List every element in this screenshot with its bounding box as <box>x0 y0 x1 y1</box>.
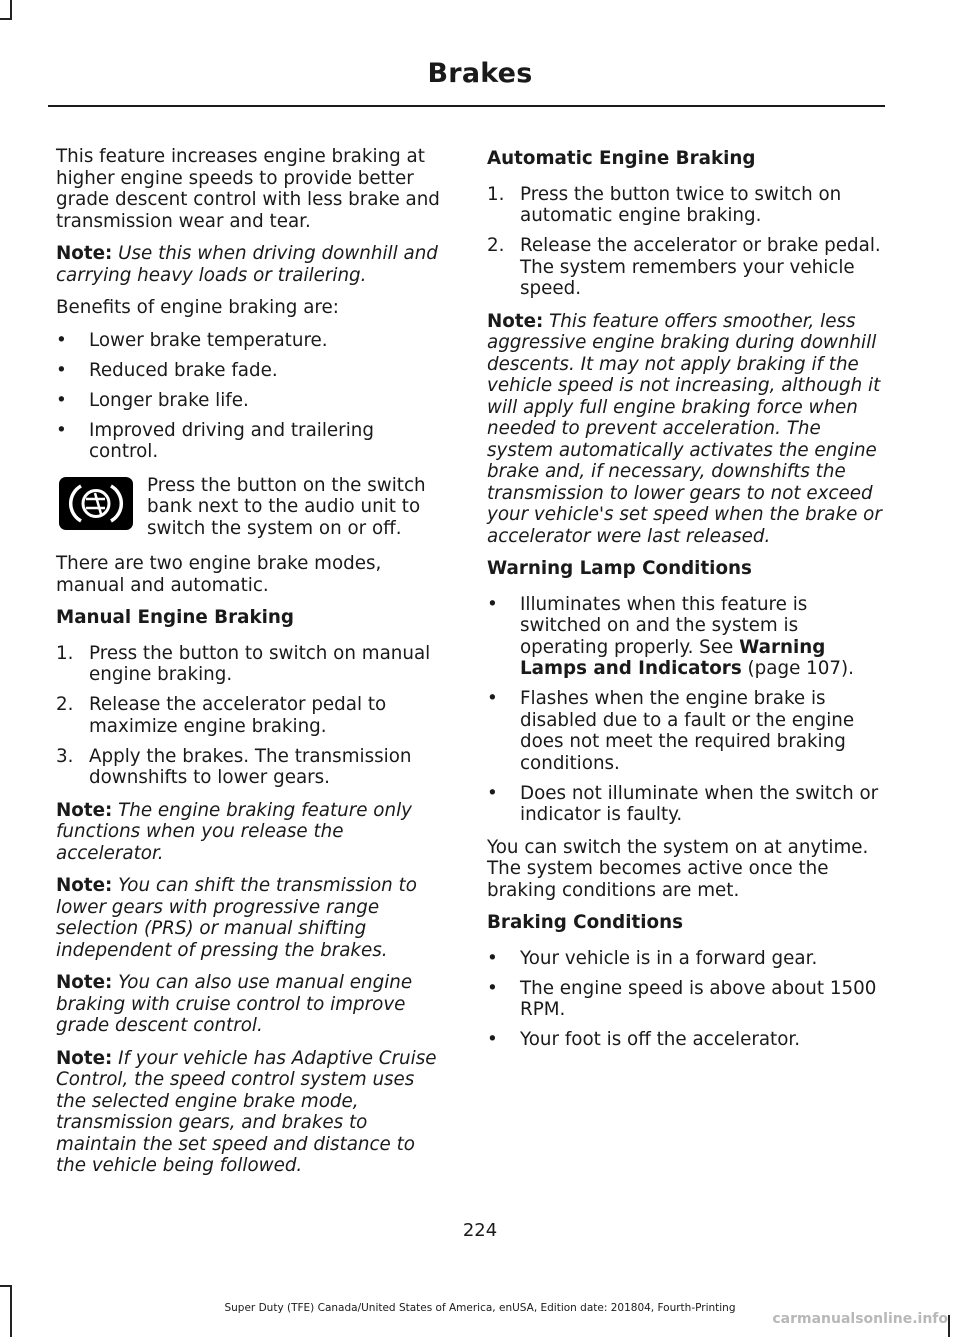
bullet-marker: • <box>487 947 498 969</box>
bullet-marker: • <box>487 688 498 709</box>
warning-heading: Warning Lamp Conditions <box>487 558 752 579</box>
crop-mark <box>0 18 12 20</box>
conditions-list <box>487 948 883 1051</box>
left-column <box>56 146 448 1188</box>
list-item <box>487 783 883 826</box>
step-number: 1. <box>487 183 505 205</box>
list-item <box>56 330 448 352</box>
bullet-marker: • <box>56 419 67 441</box>
engine-brake-icon <box>59 477 133 530</box>
note-text: You can shift the transmission to lower gears with progressive range selection (PRS) or manual shifting independent of pressing the brakes. <box>56 875 417 961</box>
modes-paragraph: There are two engine brake modes, manual and automatic. <box>56 553 382 596</box>
list-item <box>56 390 448 412</box>
list-item-text: Longer brake life. <box>89 389 249 411</box>
step-text: Release the accelerator or brake pedal. The system remembers your vehicle speed. <box>520 235 881 299</box>
manual-heading: Manual Engine Braking <box>56 607 294 628</box>
list-item-text: Does not illuminate when the switch or indicator is faulty. <box>520 782 879 825</box>
page-number: 224 <box>462 1220 498 1241</box>
note-text: If your vehicle has Adaptive Cruise Control, the speed control system uses the selected engine brake mode, transmission gears, and brakes to maintain the set speed and distance to the vehicle being followed. <box>56 1047 437 1176</box>
list-item-text: Improved driving and trailering control. <box>89 419 374 462</box>
note-label: Note: <box>56 243 113 264</box>
page-reference: (page 107). <box>747 658 854 679</box>
list-item-text: Your vehicle is in a forward gear. <box>520 947 818 969</box>
list-item <box>56 360 448 382</box>
crop-mark <box>948 1315 950 1337</box>
bullet-marker: • <box>487 977 498 999</box>
step-text: Release the accelerator pedal to maximize engine braking. <box>89 694 387 737</box>
bullet-marker: • <box>487 782 498 804</box>
bullet-marker: • <box>56 389 67 411</box>
note <box>56 972 448 1037</box>
step-text: Apply the brakes. The transmission downshifts to lower gears. <box>89 745 412 788</box>
note <box>56 800 448 865</box>
footer-edition: Super Duty (TFE) Canada/United States of America, enUSA, Edition date: 201804, Fourth-Printing <box>224 1302 736 1314</box>
conditions-heading: Braking Conditions <box>487 912 683 933</box>
list-item <box>56 746 448 789</box>
note-label: Note: <box>56 875 113 896</box>
manual-steps <box>56 643 448 789</box>
icon-description: Press the button on the switch bank next to the audio unit to switch the system on or off. <box>147 474 426 539</box>
list-item <box>487 948 883 970</box>
note-label: Note: <box>56 972 113 993</box>
note-text: The engine braking feature only functions when you release the accelerator. <box>56 799 412 864</box>
step-number: 3. <box>56 745 74 767</box>
list-item <box>487 184 883 227</box>
bullet-marker: • <box>487 593 498 615</box>
list-item-text: Illuminates when this feature is switched on and the system is operating properly. See <box>520 593 808 658</box>
switch-instruction <box>56 475 448 540</box>
bullet-marker: • <box>487 1029 498 1050</box>
note <box>56 243 448 286</box>
note <box>56 1048 448 1177</box>
list-item-text: Flashes when the engine brake is disabled due to a fault or the engine does not meet the required braking conditions. <box>520 688 855 774</box>
note-label: Note: <box>56 799 113 821</box>
step-text: Press the button to switch on manual engine braking. <box>89 642 431 685</box>
list-item <box>487 688 883 774</box>
note-text: Use this when driving downhill and carrying heavy loads or trailering. <box>56 243 438 286</box>
benefits-list <box>56 330 448 463</box>
anytime-paragraph: You can switch the system on at anytime. The system becomes active once the braking conditions are met. <box>487 836 869 901</box>
list-item-text: Reduced brake fade. <box>89 359 278 381</box>
list-item <box>56 420 448 463</box>
page-title: Brakes <box>427 58 533 89</box>
list-item <box>487 1029 883 1051</box>
crop-mark <box>0 1285 12 1287</box>
note-label: Note: <box>487 310 544 332</box>
list-item <box>487 594 883 680</box>
list-item-text: Your foot is off the accelerator. <box>520 1029 801 1050</box>
warning-list <box>487 594 883 826</box>
watermark: carmanualsonline.info <box>772 1311 948 1327</box>
list-item-text: The engine speed is above about 1500 RPM. <box>520 977 877 1020</box>
header-divider <box>48 105 885 107</box>
right-column <box>487 146 883 1062</box>
note <box>487 311 883 548</box>
bullet-marker: • <box>56 359 67 381</box>
note <box>56 875 448 961</box>
auto-heading: Automatic Engine Braking <box>487 148 756 169</box>
note-text: This feature offers smoother, less aggressive engine braking during downhill descents. It may not apply braking if the vehicle speed is not increasing, although it will apply full engine braking force when needed to prevent acceleration. The system automatically activates the engine brake and, if necessary, downshifts the transmission to lower gears to not exceed your vehicle's set speed when the brake or accelerator were last released. <box>487 310 882 547</box>
list-item <box>487 978 883 1021</box>
list-item <box>56 694 448 737</box>
list-item <box>487 235 883 300</box>
step-text: Press the button twice to switch on automatic engine braking. <box>520 183 842 226</box>
step-number: 1. <box>56 642 74 664</box>
auto-steps <box>487 184 883 300</box>
crop-mark <box>10 0 12 20</box>
cross-reference-link[interactable]: Warning Lamps and Indicators <box>520 636 826 679</box>
note-text: You can also use manual engine braking with cruise control to improve grade descent control. <box>56 972 413 1036</box>
list-item <box>56 643 448 686</box>
benefits-intro: Benefits of engine braking are: <box>56 297 339 318</box>
intro-paragraph: This feature increases engine braking at higher engine speeds to provide better grade descent control with less brake and transmission wear and tear. <box>56 146 440 232</box>
bullet-marker: • <box>56 329 67 351</box>
list-item-text: Lower brake temperature. <box>89 329 328 351</box>
note-label: Note: <box>56 1047 113 1069</box>
step-number: 2. <box>487 235 505 256</box>
step-number: 2. <box>56 694 74 715</box>
